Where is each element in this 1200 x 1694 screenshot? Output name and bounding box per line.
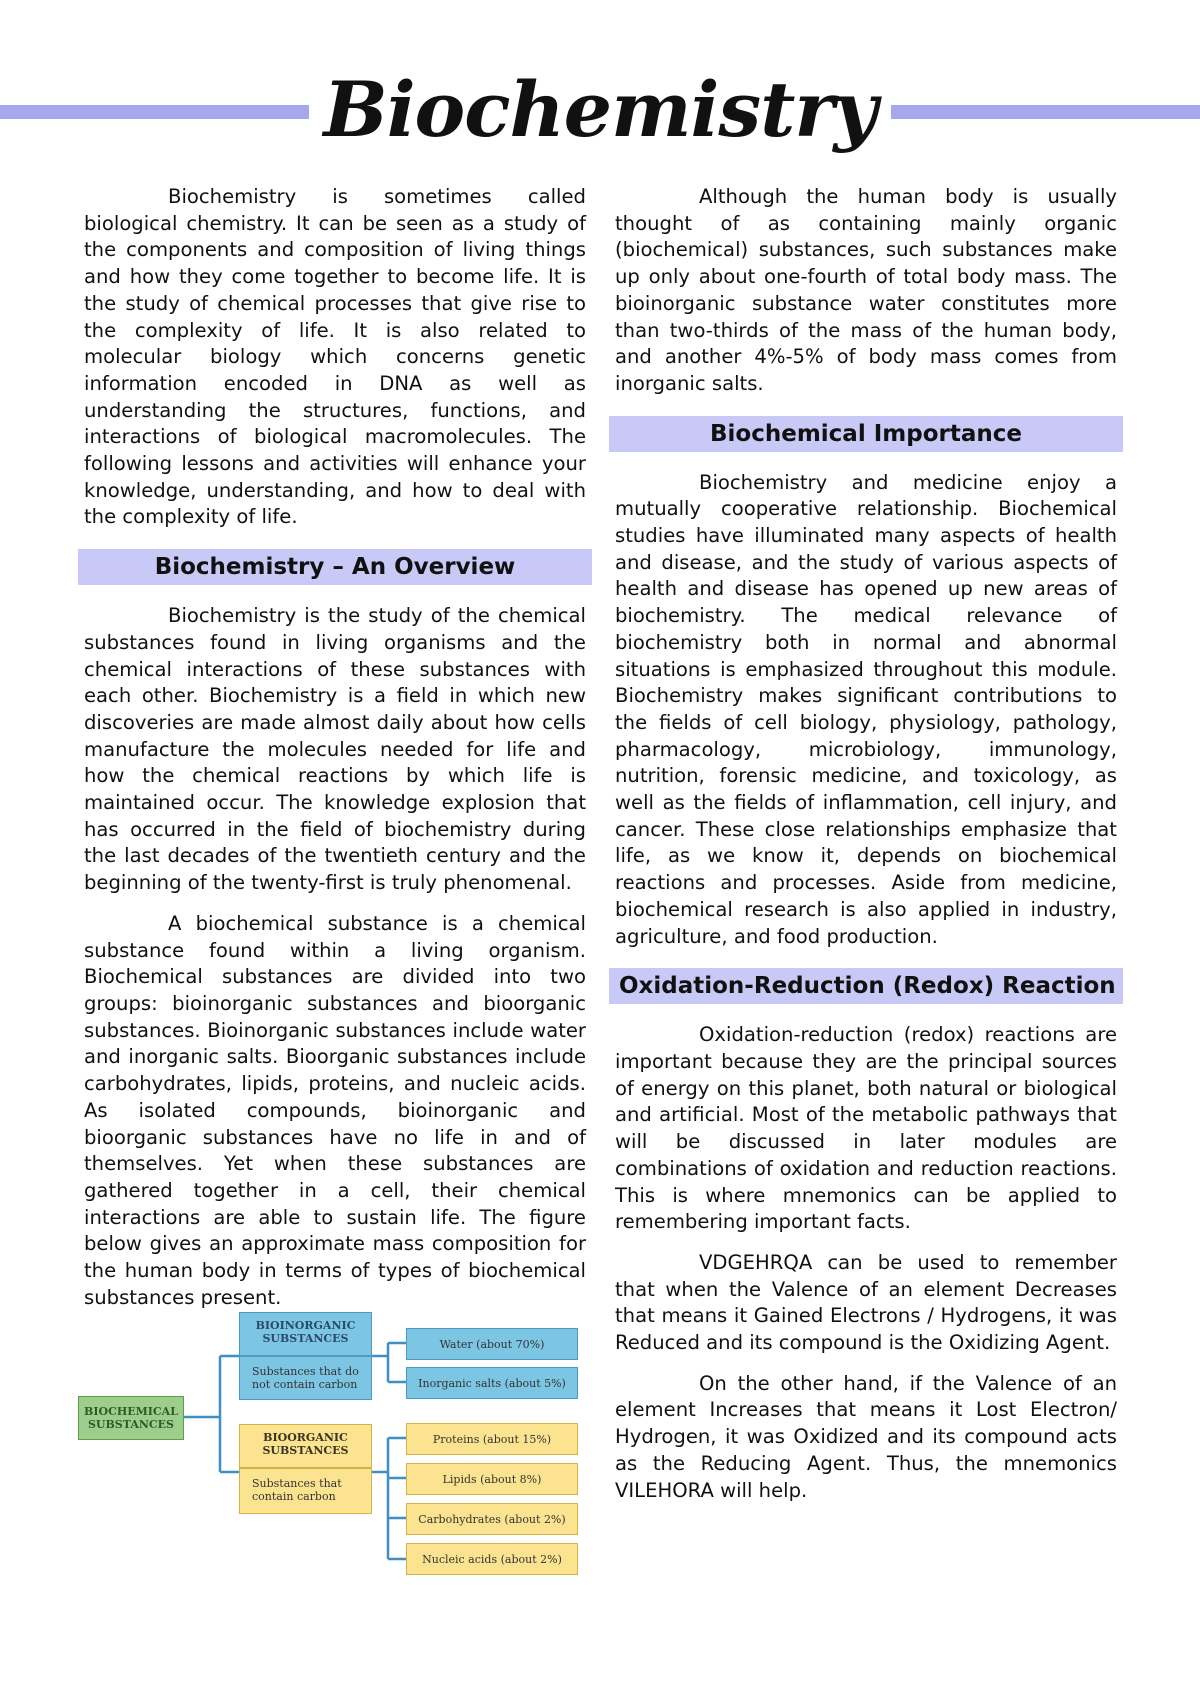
leaf-proteins: Proteins (about 15%)	[406, 1423, 578, 1455]
bioinorganic-subtitle-box	[239, 1356, 372, 1400]
page-title: Biochemistry	[309, 62, 890, 158]
redox-paragraph-1: Oxidation-reduction (redox) reactions are important because they are the principal sources of energy on this planet, both natural or biological and artificial. Most of the metabolic pathways that will be discussed in later modules are combinations of oxidation and reduction reactions. This is where mnemonics can be applied to remembering important facts.	[615, 1023, 1117, 1234]
leaf-carbohydrates: Carbohydrates (about 2%)	[406, 1503, 578, 1535]
overview-paragraph-2: A biochemical substance is a chemical substance found within a living organism. Biochemical substances are divided into two groups: bioinorganic substances and bioorganic substances. Bioinorganic substances include water and inorganic salts. Bioorganic substances include carbohydrates, lipids, proteins, and nucleic acids. As isolated compounds, bioinorganic and bioorganic substances have no life in and of themselves. Yet when these substances are gathered together in a cell, their chemical interactions are able to sustain life. The figure below gives an approximate mass composition for the human body in terms of types of biochemical substances present.	[84, 911, 586, 1309]
leaf-inorganic-salts: Inorganic salts (about 5%)	[406, 1367, 578, 1399]
root-label: BIOCHEMICAL SUBSTANCES	[84, 1405, 178, 1431]
redox-paragraph-2: VDGEHRQA can be used to remember that when the Valence of an element Decreases that means it Gained Electrons / Hydrogens, it was Reduced and its compound is the Oxidizing Agent.	[615, 1250, 1117, 1355]
right-intro-paragraph: Although the human body is usually thought of as containing mainly organic (biochemical) substances, such substances make up only about one-fourth of total body mass. The bioinorganic substance water constitutes more than two-thirds of the mass of the human body, and another 4%-5% of body mass comes from inorganic salts.	[615, 185, 1117, 395]
leaf-nucleic-acids: Nucleic acids (about 2%)	[406, 1543, 578, 1575]
bioorganic-title: BIOORGANIC SUBSTANCES	[262, 1431, 349, 1457]
intro-paragraph: Biochemistry is sometimes called biological chemistry. It can be seen as a study of the components and composition of living things and how they come together to become life. It is the study of chemical processes that give rise to the complexity of life. It is also related to molecular biology which concerns genetic information encoded in DNA as well as understanding the structures, functions, and interactions of biological macromolecules. The following lessons and activities will enhance your knowledge, understanding, and how to deal with the complexity of life.	[84, 185, 586, 529]
page-title-wrap	[0, 62, 1200, 158]
importance-paragraph: Biochemistry and medicine enjoy a mutually cooperative relationship. Biochemical studies have illuminated many aspects of health and disease, and the study of various aspects of health and disease has opened up new areas of biochemistry. The medical relevance of biochemistry both in normal and abnormal situations is emphasized throughout this module. Biochemistry makes significant contributions to the fields of cell biology, physiology, pathology, pharmacology, microbiology, immunology, nutrition, forensic medicine, and toxicology, as well as the fields of inflammation, cell injury, and cancer. These close relationships emphasize that life, as we know it, depends on biochemical reactions and processes. Aside from medicine, biochemical research is also applied in industry, agriculture, and food production.	[615, 470, 1117, 948]
leaf-water: Water (about 70%)	[406, 1328, 578, 1360]
root-box	[78, 1396, 184, 1440]
bioinorganic-title-box	[239, 1312, 372, 1356]
section-heading-redox: Oxidation-Reduction (Redox) Reaction	[609, 968, 1123, 1004]
biochemical-substances-diagram	[78, 1312, 588, 1582]
overview-paragraph-1: Biochemistry is the study of the chemical substances found in living organisms and the chemical interactions of these substances with each other. Biochemistry is a field in which new discoveries are made almost daily about how cells manufacture the molecules needed for life and how the chemical reactions by which life is maintained occur. The knowledge explosion that has occurred in the field of biochemistry during the last decades of the twentieth century and the beginning of the twenty-first is truly phenomenal.	[84, 604, 586, 895]
bioorganic-subtitle-box	[239, 1468, 372, 1514]
bioinorganic-subtitle: Substances that do not contain carbon	[252, 1365, 359, 1391]
leaf-lipids: Lipids (about 8%)	[406, 1463, 578, 1495]
section-heading-importance: Biochemical Importance	[609, 416, 1123, 452]
bioorganic-subtitle: Substances that contain carbon	[252, 1477, 342, 1503]
left-column	[84, 184, 586, 1311]
section-heading-overview: Biochemistry – An Overview	[78, 549, 592, 585]
redox-paragraph-3: On the other hand, if the Valence of an element Increases that means it Lost Electron/ Hydrogen, it was Oxidized and its compound acts as the Reducing Agent. Thus, the mnemonics VILEHORA will help.	[615, 1371, 1117, 1502]
right-column	[615, 184, 1117, 1504]
bioorganic-title-box	[239, 1424, 372, 1468]
bioinorganic-title: BIOINORGANIC SUBSTANCES	[255, 1319, 356, 1345]
